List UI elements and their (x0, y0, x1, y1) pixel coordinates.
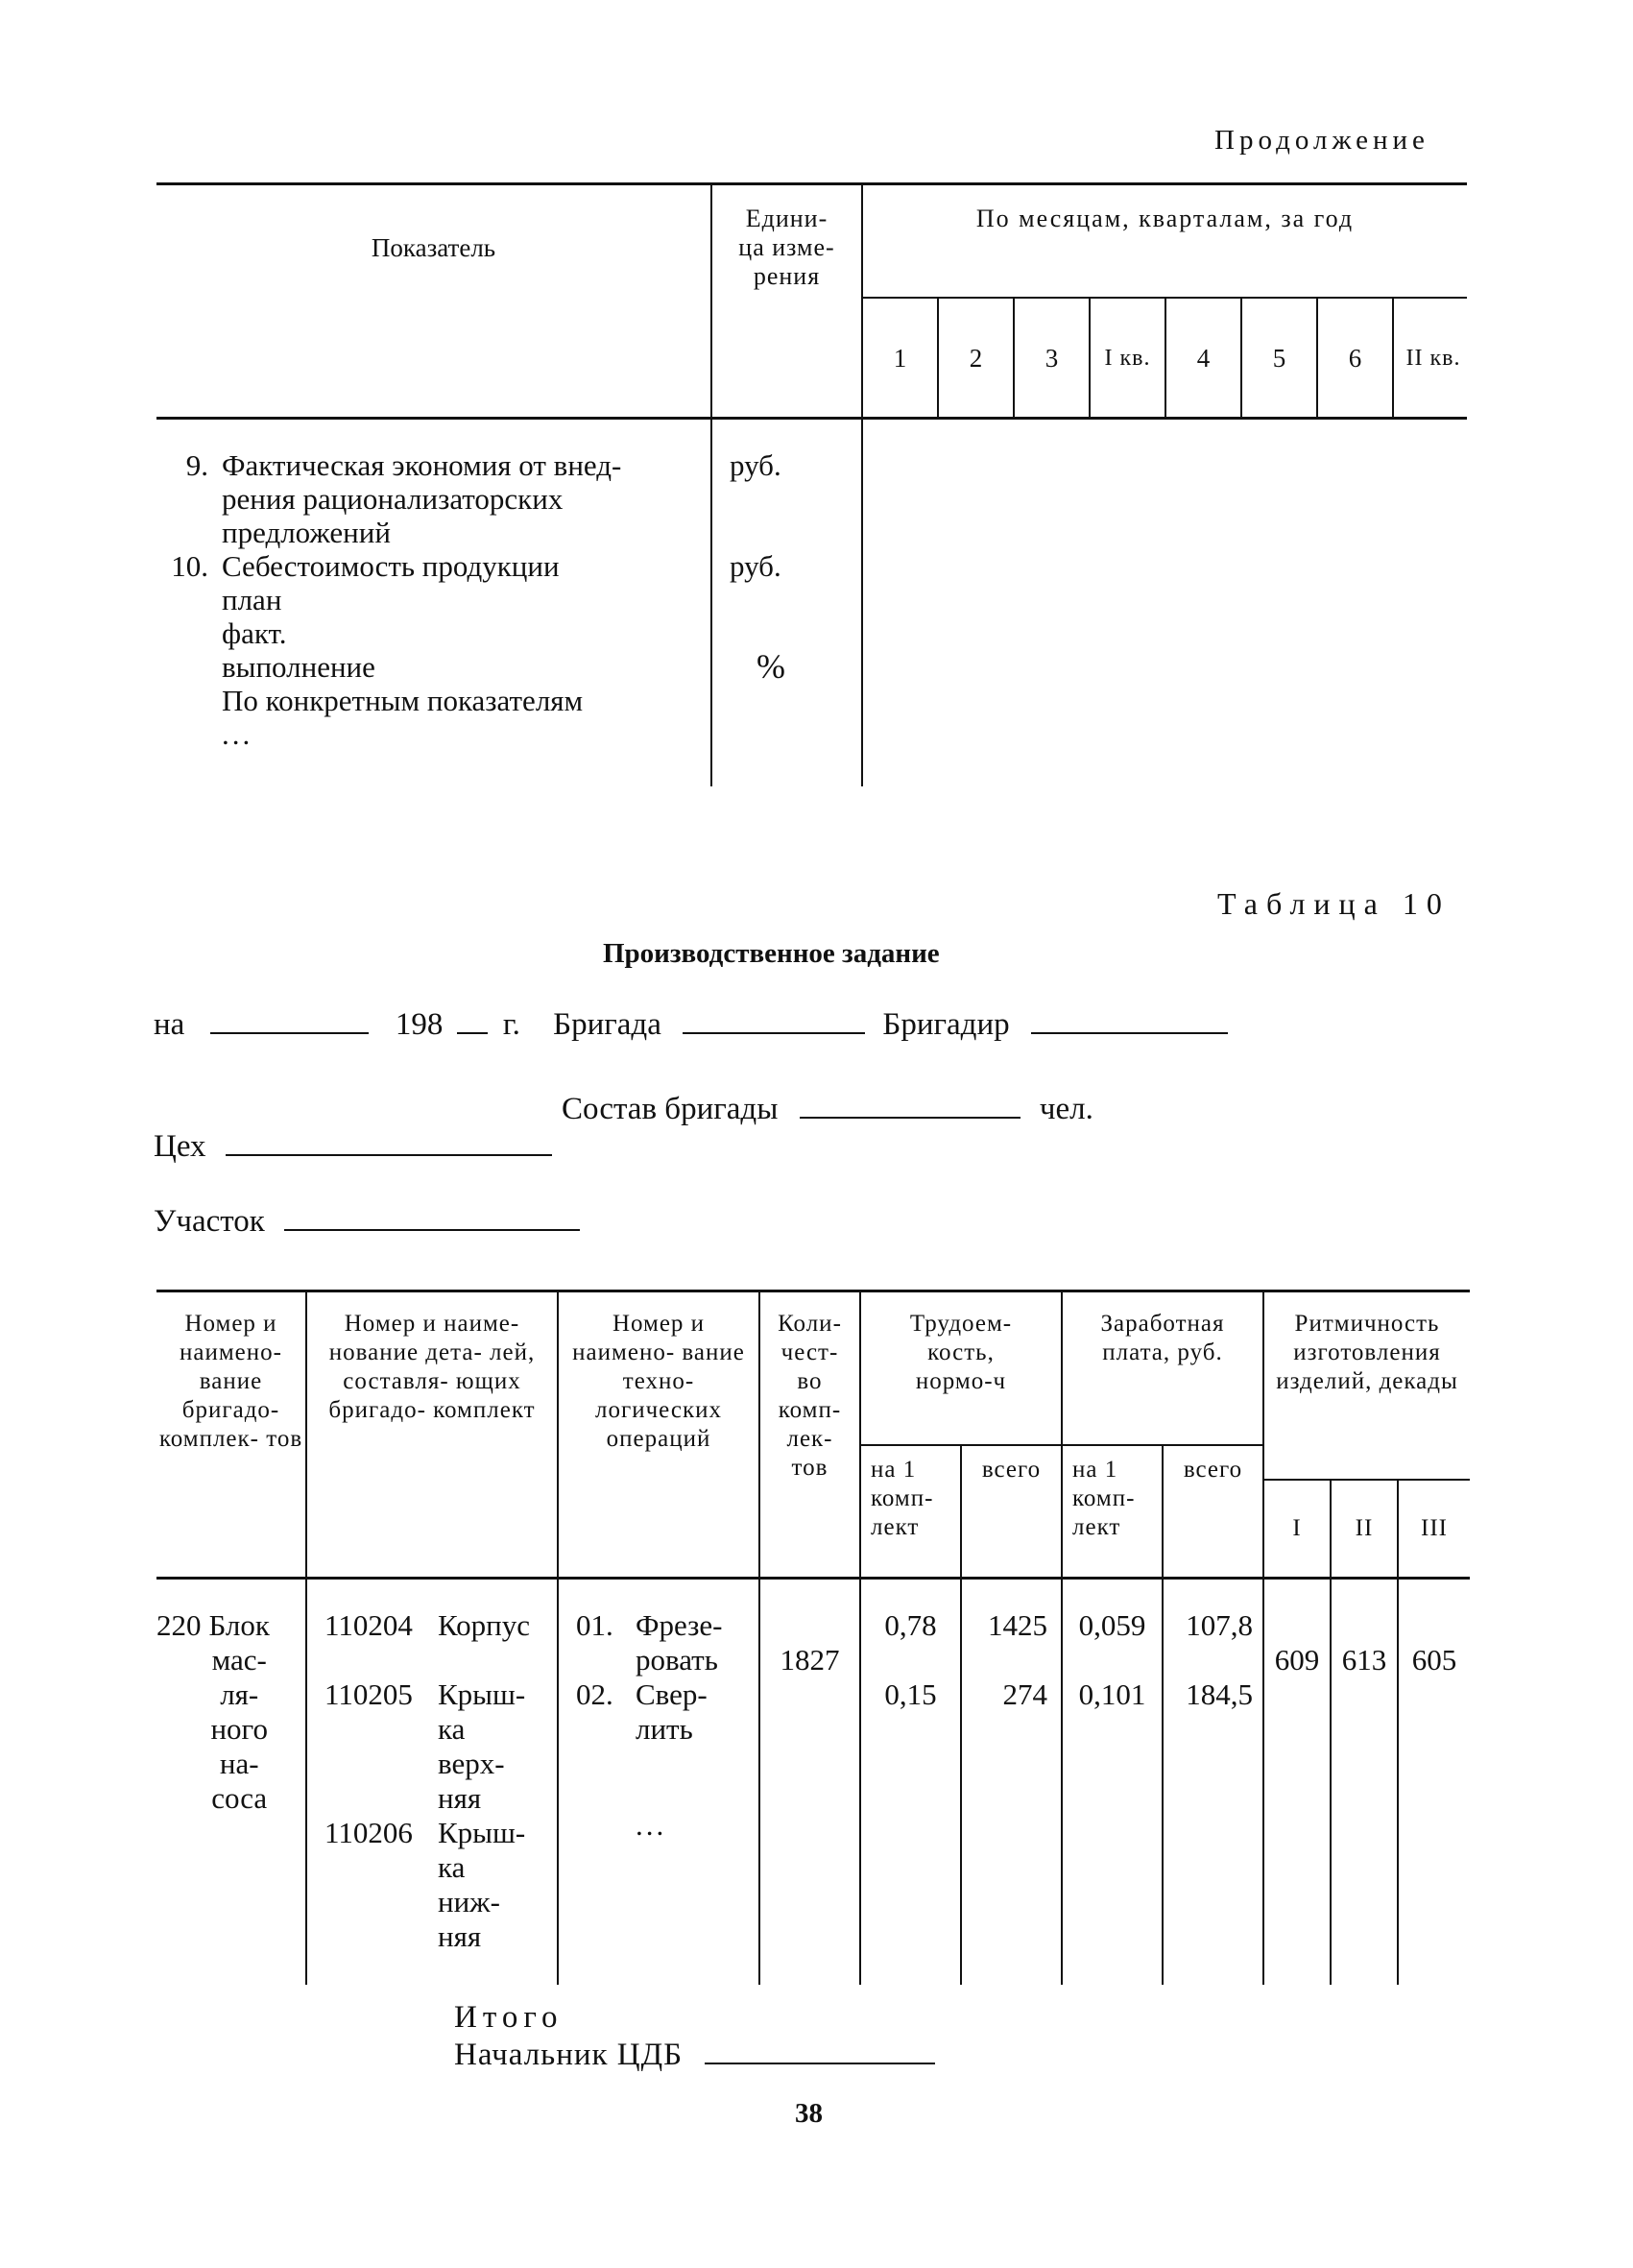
row-text: Фактическая экономия от внед- (222, 448, 622, 482)
brigade-field[interactable] (683, 1003, 865, 1034)
operations-cell (558, 1579, 759, 1986)
date-field[interactable] (210, 1003, 369, 1034)
set-name-line: ного (210, 1712, 268, 1746)
year-digit-field[interactable] (457, 1003, 488, 1034)
operation-code: 02. (576, 1677, 613, 1711)
set-name-line: соса (211, 1781, 268, 1815)
row-text: ... (222, 717, 253, 751)
wage-per-set-cell (1062, 1579, 1163, 1986)
part-name-line: ка (438, 1712, 466, 1746)
shop-label: Цех (154, 1129, 206, 1164)
header-labor: Трудоем- кость, нормо-ч (860, 1291, 1062, 1446)
row-text: Себестоимость продукции (222, 549, 560, 583)
part-name-line: Крыш- (438, 1816, 526, 1849)
continuation-label: Продолжение (1214, 125, 1429, 156)
labor-total-value: 274 (1002, 1677, 1047, 1711)
set-name-line: ля- (220, 1677, 259, 1711)
row-number: 9. (185, 448, 208, 482)
header-decade-3: III (1398, 1480, 1470, 1579)
labor-total-value: 1425 (988, 1608, 1047, 1642)
year-label: 198 (395, 1007, 444, 1042)
section-field[interactable] (284, 1200, 580, 1231)
row-text: предложений (222, 516, 391, 549)
set-number: 220 (156, 1608, 202, 1642)
header-period: 4 (1165, 298, 1241, 418)
row-text: факт. (222, 616, 287, 650)
form-line-date-brigade (154, 1003, 1228, 1043)
part-name-line: няя (438, 1781, 482, 1815)
operation-name-line: лить (636, 1712, 693, 1746)
operation-name-line: Свер- (636, 1677, 708, 1711)
header-wage-total: всего (1163, 1445, 1263, 1579)
row-number: 10. (171, 549, 208, 583)
wage-total-value: 184,5 (1186, 1677, 1253, 1711)
indicators-table (156, 182, 1467, 786)
unit-column (711, 419, 862, 787)
labor-per-set-cell (860, 1579, 961, 1986)
part-name-line: верх- (438, 1747, 505, 1780)
header-wage-per-set: на 1 комп- лект (1062, 1445, 1163, 1579)
quantity-cell: 1827 (759, 1579, 860, 1986)
part-name-line: ка (438, 1850, 466, 1884)
form-line-composition (562, 1088, 1093, 1127)
page-number: 38 (795, 2098, 823, 2129)
header-period: 3 (1014, 298, 1090, 418)
parts-cell (306, 1579, 558, 1986)
labor-per-set-value: 0,15 (884, 1677, 937, 1711)
page-title: Производственное задание (603, 938, 940, 969)
decade-2-cell: 613 (1331, 1579, 1398, 1986)
header-period: 1 (862, 298, 938, 418)
header-decade-2: II (1331, 1480, 1398, 1579)
decade-1-cell: 609 (1263, 1579, 1331, 1986)
part-code: 110206 (324, 1816, 413, 1849)
part-name: Корпус (438, 1608, 530, 1642)
header-wage: Заработная плата, руб. (1062, 1291, 1263, 1446)
total-label: Итого (454, 2000, 564, 2035)
header-period: 2 (938, 298, 1014, 418)
part-code: 110204 (324, 1608, 413, 1642)
part-name-line: ниж- (438, 1885, 500, 1918)
header-quantity: Коли- чест- во комп- лек- тов (759, 1291, 860, 1579)
brigade-label: Бригада (553, 1007, 661, 1042)
unit-value: руб. (730, 448, 781, 482)
form-line-shop (154, 1125, 552, 1165)
row-text: По конкретным показателям (222, 684, 584, 717)
header-indicator: Показатель (156, 184, 711, 419)
header-parts: Номер и наиме- нование дета- лей, составля- ющих бригадо- комплект (306, 1291, 558, 1579)
row-text: рения рационализаторских (222, 482, 564, 516)
header-period: 6 (1317, 298, 1393, 418)
row-text: выполнение (222, 650, 375, 684)
header-decade-1: I (1263, 1480, 1331, 1579)
header-rhythm: Ритмичность изготовления изделий, декады (1263, 1291, 1470, 1481)
part-code: 110205 (324, 1677, 413, 1711)
composition-label: Состав бригады (562, 1092, 779, 1126)
wage-total-cell (1163, 1579, 1263, 1986)
indicator-rows (156, 419, 711, 787)
chief-label: Начальник ЦДБ (454, 2038, 684, 2072)
chief-signature-field[interactable] (705, 2034, 935, 2064)
operation-name-line: Фрезе- (636, 1608, 723, 1642)
section-label: Участок (154, 1204, 265, 1239)
on-label: на (154, 1007, 185, 1042)
header-operations: Номер и наимено- вание техно- логических операций (558, 1291, 759, 1579)
year-suffix: г. (502, 1007, 520, 1042)
set-name-line: Блок (208, 1608, 270, 1642)
foreman-field[interactable] (1031, 1003, 1228, 1034)
set-name-line: мас- (211, 1643, 267, 1677)
header-labor-total: всего (961, 1445, 1062, 1579)
set-cell (156, 1579, 306, 1986)
foreman-label: Бригадир (882, 1007, 1010, 1042)
header-set: Номер и наимено- вание бригадо- комплек- тов (156, 1291, 306, 1579)
header-labor-per-set: на 1 комп- лект (860, 1445, 961, 1579)
persons-label: чел. (1039, 1092, 1093, 1126)
header-period: I кв. (1090, 298, 1165, 418)
wage-per-set-value: 0,059 (1078, 1608, 1146, 1642)
chief-line (454, 2034, 935, 2073)
labor-total-cell (961, 1579, 1062, 1986)
row-text: план (222, 583, 282, 616)
labor-per-set-value: 0,78 (884, 1608, 937, 1642)
table-label: Таблица 10 (1217, 886, 1451, 921)
shop-field[interactable] (226, 1125, 552, 1156)
decade-3-cell: 605 (1398, 1579, 1470, 1986)
set-name-line: на- (219, 1747, 259, 1780)
header-period-group: По месяцам, кварталам, за год (862, 184, 1467, 299)
period-values-area (862, 419, 1467, 787)
unit-value: руб. (730, 549, 781, 583)
form-line-section (154, 1200, 580, 1240)
composition-field[interactable] (800, 1088, 1021, 1119)
operation-code: 01. (576, 1608, 613, 1642)
part-name-line: Крыш- (438, 1677, 526, 1711)
wage-total-value: 107,8 (1186, 1608, 1253, 1642)
header-unit: Едини- ца изме- рения (711, 184, 862, 419)
header-period: 5 (1241, 298, 1317, 418)
unit-value: % (756, 647, 785, 686)
operations-ellipsis: ... (636, 1808, 667, 1842)
header-period: II кв. (1393, 298, 1467, 418)
wage-per-set-value: 0,101 (1078, 1677, 1146, 1711)
production-task-table (156, 1290, 1470, 1985)
operation-name-line: ровать (636, 1643, 718, 1677)
part-name-line: няя (438, 1919, 482, 1953)
